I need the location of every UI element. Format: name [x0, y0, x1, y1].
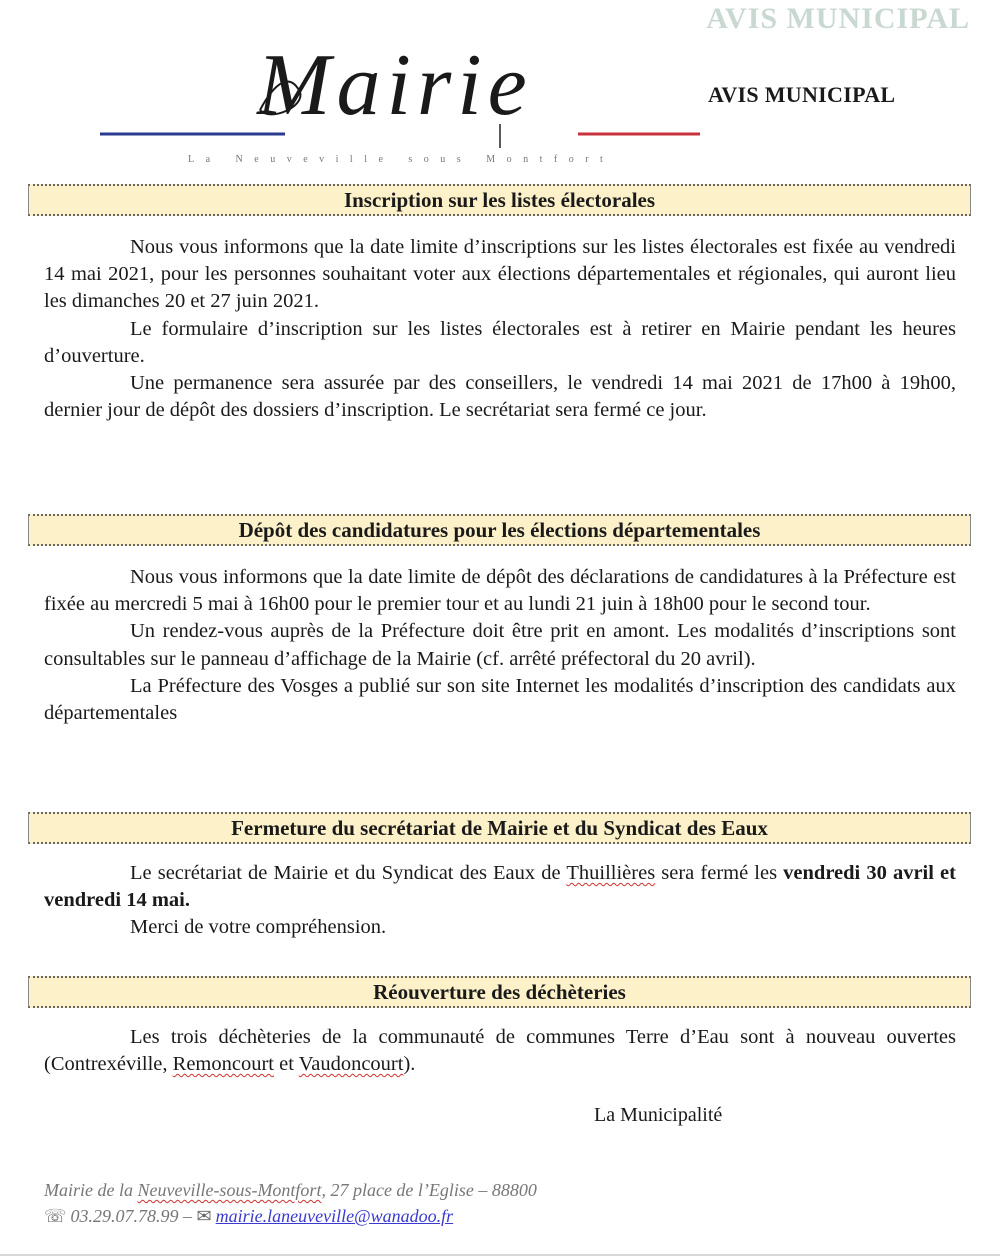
ghost-header-title: AVIS MUNICIPAL: [706, 2, 970, 35]
footer-phone: 03.29.07.78.99 –: [70, 1206, 193, 1226]
section-body-recycling: [44, 1024, 956, 1078]
spellcheck-word: Remoncourt: [172, 1053, 274, 1076]
page-bottom-rule: [0, 1254, 1000, 1256]
section-heading-electoral-lists: Inscription sur les listes électorales: [28, 184, 971, 216]
section-body-electoral-lists: [44, 234, 956, 424]
paragraph: [44, 860, 956, 914]
paragraph: [44, 1024, 956, 1078]
footer-address: [44, 1180, 537, 1201]
text-run: Les trois déchèteries de la communauté de communes Terre d’Eau sont à nouveau ouvertes (Contrexéville,: [44, 1026, 956, 1076]
text-run: ).: [403, 1053, 416, 1076]
text-run: et: [274, 1053, 299, 1076]
paragraph: Une permanence sera assurée par des conseillers, le vendredi 14 mai 2021 de 17h00 à 19h00, dernier jour de dépôt des dossiers d’inscription. Le secrétariat sera fermé ce jour.: [44, 372, 956, 422]
paragraph: Nous vous informons que la date limite de dépôt des déclarations de candidatures à la Préfecture est fixée au mercredi 5 mai à 16h00 pour le premier tour et au lundi 21 juin à 18h00 pour le second tour.: [44, 566, 956, 616]
signature: La Municipalité: [594, 1104, 723, 1126]
paragraph: Un rendez-vous auprès de la Préfecture doit être prit en amont. Les modalités d’inscriptions sont consultables sur le panneau d’affichage de la Mairie (cf. arrêté préfectoral du 20 avril).: [44, 620, 956, 670]
text-run: Mairie de la: [44, 1180, 138, 1200]
paragraph: La Préfecture des Vosges a publié sur son site Internet les modalités d’inscription des candidats aux départementales: [44, 674, 956, 725]
footer-email-link[interactable]: mairie.laneuveville@wanadoo.fr: [215, 1206, 454, 1226]
text-run: , 27 place de l’Eglise – 88800: [321, 1180, 537, 1200]
text-run: Le secrétariat de Mairie et du Syndicat des Eaux de: [130, 862, 567, 884]
section-body-closure: [44, 860, 956, 942]
spellcheck-word: Neuveville-sous-Montfort: [137, 1180, 322, 1200]
section-heading-candidatures: Dépôt des candidatures pour les élections départementales: [28, 514, 971, 546]
phone-icon: ☏: [44, 1206, 67, 1226]
footer-contact: [44, 1206, 453, 1227]
paragraph: Le formulaire d’inscription sur les listes électorales est à retirer en Mairie pendant les heures d’ouverture.: [44, 317, 956, 367]
section-heading-closure: Fermeture du secrétariat de Mairie et du Syndicat des Eaux: [28, 812, 971, 844]
text-run: sera fermé les: [655, 862, 784, 884]
notice-title: AVIS MUNICIPAL: [708, 82, 896, 107]
spellcheck-word: Vaudoncourt: [298, 1053, 404, 1076]
section-heading-recycling: Réouverture des déchèteries: [28, 976, 971, 1008]
section-body-candidatures: [44, 564, 956, 727]
mail-icon: ✉: [196, 1206, 212, 1226]
paragraph: Nous vous informons que la date limite d’inscriptions sur les listes électorales est fixée au vendredi 14 mai 2021, pour les personnes souhaitant voter aux élections départementales et régionales, qui auront lieu les dimanches 20 et 27 juin 2021.: [44, 236, 956, 313]
logo-subtitle: La Neuveville sous Montfort: [188, 154, 615, 165]
spellcheck-word: Thuillières: [566, 862, 656, 884]
logo-word: Mairie: [257, 52, 533, 134]
bold-dates: vendredi 30 avril et vendredi 14 mai.: [44, 862, 956, 912]
paragraph: Merci de votre compréhension.: [130, 916, 387, 939]
